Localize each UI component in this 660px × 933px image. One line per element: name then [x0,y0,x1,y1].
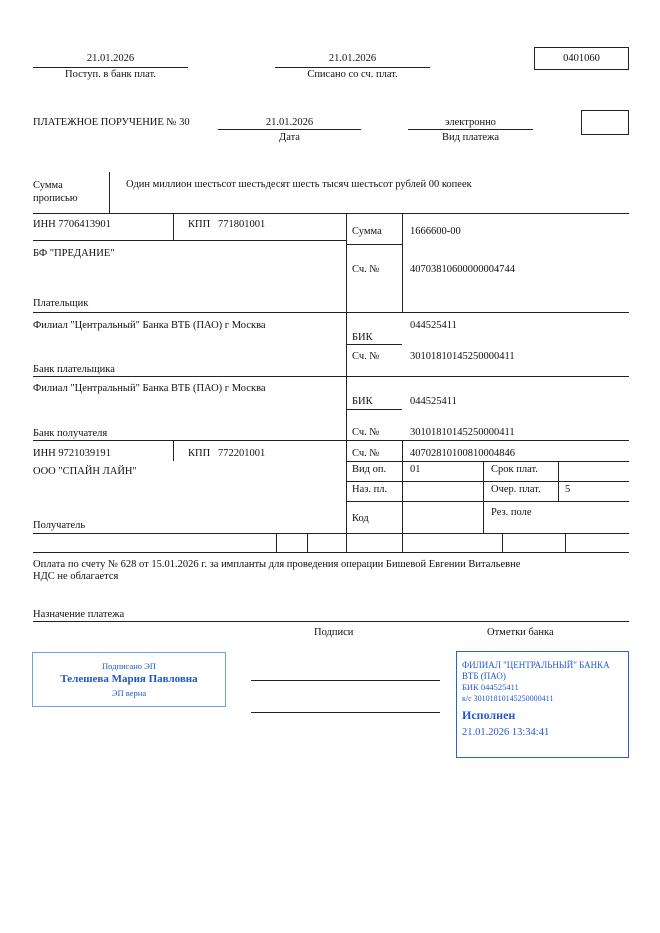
sum-value: 1666600-00 [410,226,461,237]
ep-signed-text: Подписано ЭП [102,661,156,671]
payer-account-label: Сч. № [352,264,380,275]
divider [346,244,402,245]
divider [346,481,629,482]
code-label: Код [352,513,369,524]
payee-role-label: Получатель [33,520,86,531]
amount-words-label: Сумма прописью [33,180,78,204]
bank-marks-label: Отметки банка [487,627,554,638]
payer-bank-corr-label: Сч. № [352,351,380,362]
order-date-label: Дата [279,132,300,143]
divider [307,533,308,552]
payee-inn: ИНН 9721039191 [33,448,111,459]
divider [33,552,629,553]
debited-label: Списано со сч. плат. [307,69,398,80]
purpose-line-2: НДС не облагается [33,571,119,582]
stamp-corr: к/с 30101810145250000411 [462,694,554,703]
divider [33,312,629,313]
payer-bank-role-label: Банк плательщика [33,364,115,375]
payee-name: ООО "СПАЙН ЛАЙН" [33,466,137,477]
payee-bank-corr-label: Сч. № [352,427,380,438]
divider [558,461,559,501]
divider [346,409,402,410]
divider [33,67,188,68]
signature-line [251,680,440,681]
status-box [581,110,629,135]
payee-bank-name: Филиал "Центральный" Банка ВТБ (ПАО) г Москва [33,383,266,394]
divider [33,440,629,441]
debited-date: 21.01.2026 [328,53,377,64]
payer-bank-name: Филиал "Центральный" Банка ВТБ (ПАО) г Москва [33,320,266,331]
ep-valid-text: ЭП верна [111,688,147,698]
order-date: 21.01.2026 [265,117,314,128]
form-code: 0401060 [534,47,629,70]
priority-label: Очер. плат. [491,484,541,495]
divider [565,533,566,552]
payee-kpp: КПП 772201001 [188,448,266,459]
stamp-status: Исполнен [462,708,516,722]
payer-inn: ИНН 7706413901 [33,219,111,230]
divider [483,461,484,533]
payee-bank-role-label: Банк получателя [33,428,108,439]
priority-value: 5 [565,484,571,495]
divider [275,67,430,68]
divider [33,240,346,241]
payee-account: 40702810100810004846 [410,448,515,459]
signer-name: Телешева Мария Павловна [60,673,198,685]
payer-bank-bik: 044525411 [410,320,457,331]
sum-label: Сумма [352,226,382,237]
divider [402,440,403,552]
payee-bank-bik-label: БИК [352,396,373,407]
purpose-label: Назначение платежа [33,609,125,620]
term-label: Срок плат. [491,464,538,475]
op-type-label: Вид оп. [352,464,387,475]
order-title: ПЛАТЕЖНОЕ ПОРУЧЕНИЕ № 30 [33,117,190,128]
payer-bank-bik-label: БИК [352,332,373,343]
divider [402,213,403,312]
divider [33,621,629,622]
received-date: 21.01.2026 [86,53,135,64]
divider [173,213,174,240]
amount-words-text: Один миллион шестьсот шестьдесят шесть тысяч шестьсот рублей 00 копеек [126,179,472,190]
stamp-line-2: ВТБ (ПАО) [462,671,506,681]
payer-kpp: КПП 771801001 [188,219,266,230]
divider [109,172,110,213]
divider [33,533,629,534]
stamp-bik: БИК 044525411 [462,682,519,692]
stamp-datetime: 21.01.2026 13:34:41 [462,727,550,738]
payer-account: 40703810600000004744 [410,264,515,275]
purpose-code-label: Наз. пл. [352,484,388,495]
reserve-label: Рез. поле [491,507,532,518]
purpose-line-1: Оплата по счету № 628 от 15.01.2026 г. за импланты для проведения операции Бишевой Евгении Витальевне [33,559,521,570]
divider [33,376,629,377]
payee-bank-corr: 30101810145250000411 [410,427,515,438]
payer-bank-corr: 30101810145250000411 [410,351,515,362]
divider [502,533,503,552]
payment-type-label: Вид платежа [441,132,499,143]
divider [346,213,347,552]
payer-name: БФ "ПРЕДАНИЕ" [33,248,115,259]
divider [276,533,277,552]
received-label: Поступ. в банк плат. [65,69,156,80]
signature-line [251,712,440,713]
payee-bank-bik: 044525411 [410,396,457,407]
signatures-label: Подписи [314,627,354,638]
payment-type: электронно [445,117,496,128]
divider [33,213,629,214]
ep-signature-box [32,652,226,707]
divider [173,440,174,461]
payee-account-label: Сч. № [352,448,380,459]
divider [218,129,361,130]
divider [346,501,629,502]
divider [346,344,402,345]
divider [346,461,629,462]
bank-stamp [456,651,629,758]
stamp-line-1: ФИЛИАЛ "ЦЕНТРАЛЬНЫЙ" БАНКА [462,660,610,670]
op-type-value: 01 [410,464,421,475]
divider [408,129,533,130]
payer-role-label: Плательщик [33,298,89,309]
